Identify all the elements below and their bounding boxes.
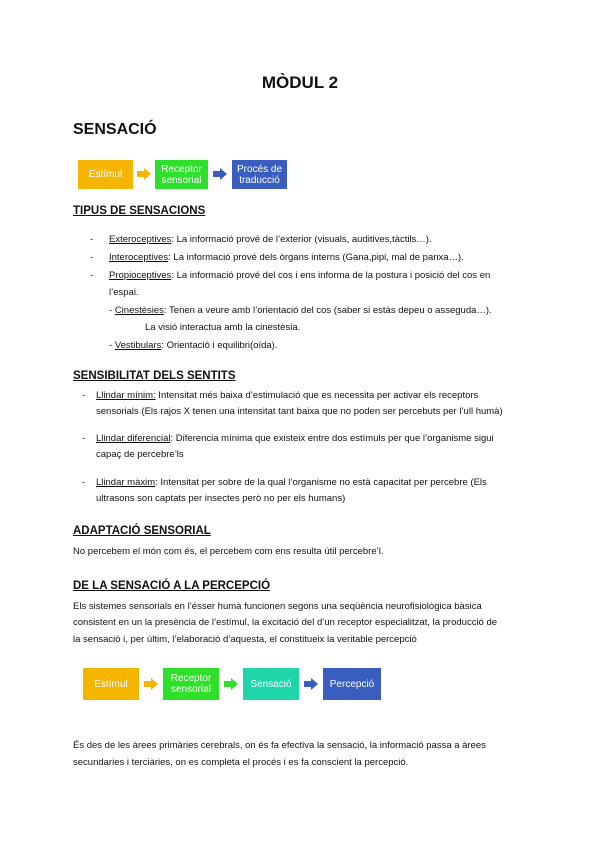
heading-percepcio: DE LA SENSACIÓ A LA PERCEPCIÓ [73, 580, 271, 592]
flow2-box-receptor: Receptor sensorial [163, 668, 219, 700]
arrow-right-icon [144, 678, 158, 690]
flow2-box-sensacio: Sensació [243, 668, 299, 700]
list-item-continued: ultrasons son captats per insectes però no per els humans) [96, 493, 346, 504]
percepcio-line: la sensació i, per últim, l’elaboració d’aquesta, el constitueix la veritable percepció [73, 634, 417, 645]
list-item-continued: sensorials (Els rajos X tenen una intensitat tant baixa que no poden ser percebuts per l’ull humà) [96, 406, 503, 417]
flow1-box-receptor: Receptor sensorial [155, 160, 208, 189]
bullet-dash: - [82, 477, 86, 488]
list-item: Propioceptives: La informació prové del cos i ens informa de la postura i posició del cos en [109, 270, 491, 281]
list-item: Llindar màxim: Intensitat per sobre de la qual l’organisme no està capacitat per percebre (Els [96, 477, 487, 488]
list-item-continued: l’espai. [109, 287, 139, 298]
page-title: MÒDUL 2 [261, 73, 339, 92]
heading-adaptacio: ADAPTACIÓ SENSORIAL [73, 525, 211, 537]
arrow-right-icon [224, 678, 238, 690]
list-item-continued: capaç de percebre’ls [96, 449, 184, 460]
final-line: secundaries i terciàries, on es completa el procés i es fa conscient la percepció. [73, 757, 409, 768]
adaptacio-text: No percebem el món com és, el percebem com ens resulta útil percebre’l. [73, 546, 384, 557]
arrow-right-icon [213, 168, 227, 180]
list-item: Llindar mínim: Intensitat més baixa d’estimulació que es necessita per activar els receptors [96, 390, 479, 401]
list-item: Llindar diferencial: Diferencia mínima que existeix entre dos estímuls per que l’organisme sigui [96, 433, 494, 444]
sub-item-continued: La visió interactua amb la cinestèsia. [145, 322, 301, 333]
heading-sensibilitat: SENSIBILITAT DELS SENTITS [73, 370, 236, 382]
flow2-box-percepcio: Percepció [323, 668, 381, 700]
flow1-box-estimul: Estímul [78, 160, 133, 189]
percepcio-line: consistent en un la presència de l’estímul, la excitació del d’un receptor especialitzat, la producció de [73, 617, 498, 628]
final-line: És des de les àrees primàries cerebrals, on és fa efectiva la sensació, la informació passa a àrees [73, 740, 486, 751]
bullet-dash: - [90, 234, 94, 245]
heading-tipus: TIPUS DE SENSACIONS [73, 205, 206, 217]
section-title: SENSACIÓ [73, 121, 157, 138]
flow2-box-estimul: Estímul [83, 668, 139, 700]
sub-item: - Cinestèsies: Tenen a veure amb l’orientació del cos (saber si estàs depeu o asseguda…). [109, 305, 492, 316]
list-item: Exteroceptives: La informació prové de l’exterior (visuals, auditives,tàctils…). [109, 234, 432, 245]
flow1-box-proces: Procés de traducció [232, 160, 287, 189]
percepcio-line: Els sistemes sensorials en l’ésser humà funcionen segons una seqüència neurofisiològica bàsica [73, 601, 482, 612]
bullet-dash: - [82, 390, 86, 401]
bullet-dash: - [90, 252, 94, 263]
bullet-dash: - [90, 270, 94, 281]
bullet-dash: - [82, 433, 86, 444]
arrow-right-icon [304, 678, 318, 690]
sub-item: - Vestibulars: Orientació i equilibri(oïda). [109, 340, 278, 351]
list-item: Interoceptives: La informació prové dels òrgans interns (Gana,pipi, mal de panxa…). [109, 252, 464, 263]
arrow-right-icon [137, 168, 151, 180]
